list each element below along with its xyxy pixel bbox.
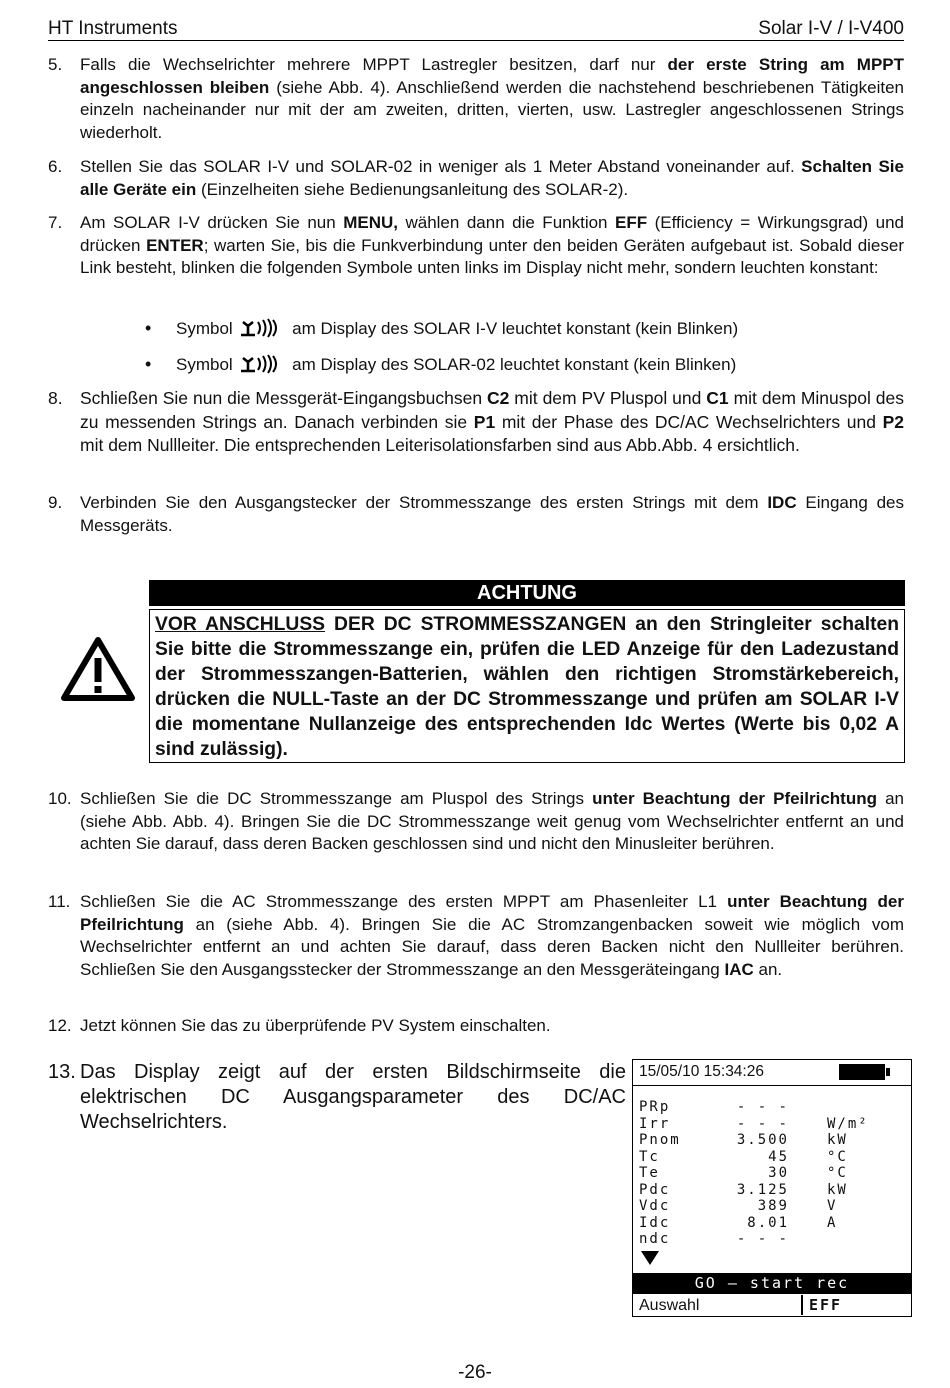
warning-triangle-icon	[60, 636, 136, 702]
param-unit: °C	[827, 1148, 848, 1165]
step-text: Am SOLAR I-V drücken Sie nun MENU, wählen dann die Funktion EFF (Efficiency = Wirkungsgrad) und drücken ENTER; warten Sie, bis die Funkverbindung unter den beiden Geräten aufgebaut ist. Sobald dieser Link besteht, blinken die folgenden Symbole unten links im Display nicht mehr, sondern leuchten konstant:	[80, 213, 905, 277]
param-unit: W/m²	[827, 1115, 869, 1132]
param-value: - - -	[736, 1115, 789, 1132]
param-value: 3.500	[736, 1132, 789, 1148]
display-row	[639, 1099, 899, 1116]
step-10	[48, 788, 904, 856]
step-7	[48, 212, 904, 280]
select-label: Auswahl	[639, 1297, 700, 1314]
param-name: Te	[639, 1165, 660, 1181]
param-name: Vdc	[639, 1198, 671, 1214]
scroll-down-arrow-icon	[641, 1251, 659, 1265]
display-row	[639, 1116, 899, 1133]
display-row	[639, 1215, 899, 1232]
step-text: Schließen Sie nun die Messgerät-Eingangsbuchsen C2 mit dem PV Pluspol und C1 mit dem Minuspol des zu messenden Strings an. Danach verbinden sie P1 mit der Phase des DC/AC Wechselrichters und P2 mit dem Nullleiter. Die entsprechenden Leiterisolationsfarben sind aus Abb.Abb. 4 ersichtlich.	[80, 388, 905, 455]
param-name: Idc	[639, 1214, 671, 1231]
header-model: Solar I-V / I-V400	[758, 18, 904, 39]
param-name: PRp	[639, 1099, 671, 1115]
step-number: 13.	[48, 1061, 76, 1083]
mode-label: EFF	[801, 1295, 915, 1315]
page-number: -26-	[458, 1362, 492, 1383]
instrument-display	[632, 1059, 912, 1317]
param-unit: V	[827, 1198, 838, 1214]
go-start-rec-bar: GO – start rec	[633, 1273, 911, 1294]
display-divider	[633, 1085, 911, 1086]
step-number: 5.	[48, 55, 63, 74]
step-number: 9.	[48, 493, 63, 512]
step-text: Schließen Sie die DC Strommesszange am Pluspol des Strings unter Beachtung der Pfeilrichtung an (siehe Abb. Abb. 4). Bringen Sie die DC Strommesszange weit genug vom Wechselrichter entfernt an und achten Sie darauf, dass deren Backen geschlossen sind und nicht den Minusleiter berühren.	[80, 789, 904, 853]
display-row	[639, 1132, 899, 1149]
display-row	[639, 1182, 899, 1199]
param-value: 30	[768, 1165, 789, 1181]
param-name: Pnom	[639, 1132, 681, 1148]
header-brand: HT Instruments	[48, 18, 178, 39]
display-row	[639, 1149, 899, 1166]
display-row	[639, 1198, 899, 1215]
warning-title: ACHTUNG	[149, 580, 905, 606]
step-text: Das Display zeigt auf der ersten Bildschirmseite die elektrischen DC Ausgangsparameter des DC/AC Wechselrichters.	[80, 1061, 626, 1133]
step-number: 8.	[48, 388, 63, 408]
step-text: Falls die Wechselrichter mehrere MPPT Lastregler besitzen, darf nur der erste String am MPPT angeschlossen bleiben (siehe Abb. 4). Anschließend werden die nachstehend beschriebenen Tätigkeiten einzeln nacheinander nur mit der am zweiten, dritten, vierten, usw. Lastregler angeschlossenen Strings wiederholt.	[80, 55, 905, 142]
bullet-solar-iv: • Symbol am Display des SOLAR I-V leuchtet konstant (kein Blinken)	[145, 318, 739, 338]
param-name: ndc	[639, 1231, 671, 1247]
warning-text: VOR ANSCHLUSS DER DC STROMMESSZANGEN an den Stringleiter schalten Sie bitte die Strommesszange ein, prüfen die LED Anzeige für den Ladezustand der Strommesszangen-Batterien, wählen den richtigen Stromstärkebereich, drücken die NULL-Taste an der DC Strommesszange und prüfen am SOLAR I-V die momentane Nullanzeige des entsprechenden Idc Wertes (Werte bis 0,02 A sind zulässig).	[155, 614, 899, 760]
param-unit: A	[827, 1214, 838, 1231]
step-number: 12.	[48, 1016, 72, 1035]
step-text: Stellen Sie das SOLAR I-V und SOLAR-02 in weniger als 1 Meter Abstand voneinander auf. Schalten Sie alle Geräte ein (Einzelheiten siehe Bedienungsanleitung des SOLAR-2).	[80, 157, 904, 199]
step-12	[48, 1015, 904, 1038]
bullet-solar-02: • Symbol am Display des SOLAR-02 leuchtet konstant (kein Blinken)	[145, 354, 737, 374]
display-timestamp: 15/05/10 15:34:26	[639, 1063, 764, 1080]
step-11	[48, 891, 904, 981]
step-13	[48, 1060, 626, 1135]
step-text: Verbinden Sie den Ausgangstecker der Strommesszange des ersten Strings mit dem IDC Eingang des Messgeräts.	[80, 493, 904, 535]
step-text: Schließen Sie die AC Strommesszange des ersten MPPT am Phasenleiter L1 unter Beachtung der Pfeilrichtung an (siehe Abb. 4). Bringen Sie die AC Stromzangenbacken soweit wie möglich vom Wechselrichter entfernt an und achten Sie darauf, dass deren Backen nicht den Nullleiter berühren. Schließen Sie den Ausgangsstecker der Strommesszange an den Messgeräteingang IAC an.	[80, 892, 904, 979]
step-number: 11.	[48, 892, 71, 911]
param-name: Pdc	[639, 1181, 671, 1198]
param-value: 45	[768, 1148, 789, 1165]
step-text: Jetzt können Sie das zu überprüfende PV System einschalten.	[80, 1016, 551, 1035]
param-name: Irr	[639, 1115, 671, 1132]
param-value: 389	[757, 1198, 789, 1214]
param-value: 3.125	[736, 1181, 789, 1198]
radio-link-icon	[239, 354, 285, 374]
param-value: - - -	[736, 1231, 789, 1247]
step-number: 7.	[48, 213, 63, 232]
radio-link-icon	[239, 318, 285, 338]
step-5	[48, 54, 904, 144]
step-number: 6.	[48, 157, 63, 176]
step-number: 10.	[48, 789, 72, 808]
step-8	[48, 387, 904, 458]
page-header	[48, 16, 904, 41]
display-row	[639, 1231, 899, 1248]
param-value: 8.01	[747, 1214, 789, 1231]
step-6	[48, 156, 904, 201]
param-unit: kW	[827, 1132, 848, 1148]
step-9	[48, 492, 904, 537]
battery-icon	[839, 1064, 885, 1080]
param-name: Tc	[639, 1148, 660, 1165]
display-row	[639, 1165, 899, 1182]
param-unit: kW	[827, 1181, 848, 1198]
param-unit: °C	[827, 1165, 848, 1181]
param-value: - - -	[736, 1099, 789, 1115]
